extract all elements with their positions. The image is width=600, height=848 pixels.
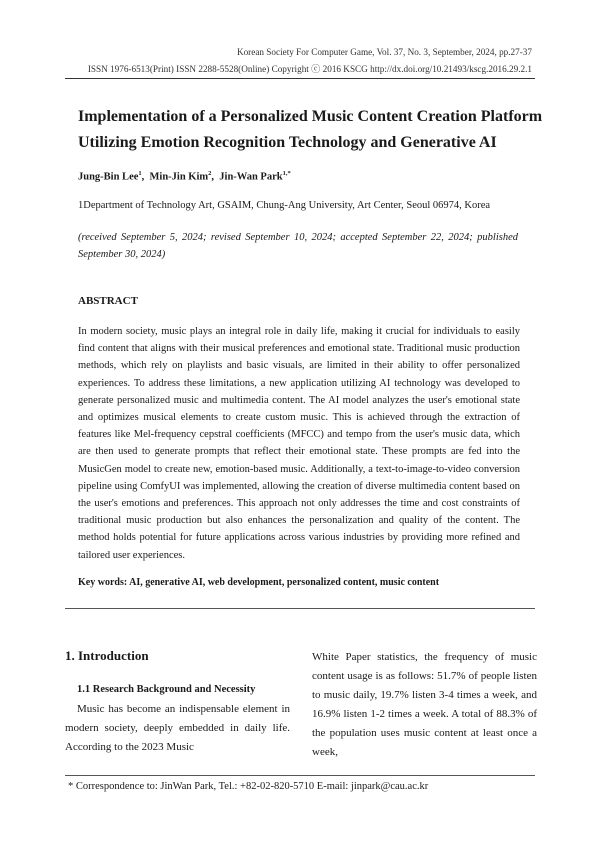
author-affil-mark: 1 bbox=[138, 170, 142, 177]
right-column bbox=[312, 648, 537, 762]
abstract-divider bbox=[65, 608, 535, 609]
header-divider bbox=[65, 78, 535, 79]
author-affil-mark: 1,* bbox=[282, 170, 291, 177]
paper-title: Implementation of a Personalized Music Content Creation Platform Utilizing Emotion Recognition Technology and Generative AI bbox=[78, 108, 543, 151]
author-name: Jin-Wan Park bbox=[219, 171, 283, 183]
journal-citation: Korean Society For Computer Game, Vol. 37, No. 3, September, 2024, pp.27-37 bbox=[236, 47, 532, 57]
section-heading: 1. Introduction bbox=[65, 648, 149, 663]
author-list: Jung-Bin Lee$^1$, Min-Jin Kim$^2$, Jin-Wan Park$^{1,*}$ bbox=[78, 170, 291, 183]
publication-dates: (received September 5, 2024; revised September 10, 2024; accepted September 22, 2024; published September 30, 2024) bbox=[78, 232, 518, 260]
left-column bbox=[65, 648, 290, 757]
footnote-divider bbox=[65, 775, 535, 776]
author-affil-mark: 2 bbox=[208, 170, 212, 177]
body-paragraph: White Paper statistics, the frequency of music content usage is as follows: 51.7% of people listen to music daily, 19.7% listen 3-4 times a week, and 16.9% listen 1-2 times a week. A total of 88.3% of the population uses music content at least once a week, bbox=[312, 651, 537, 758]
correspondence-footnote: * Correspondence to: JinWan Park, Tel.: +82-02-820-5710 E-mail: jinpark@cau.ac.kr bbox=[68, 781, 429, 792]
subsection-heading: 1.1 Research Background and Necessity bbox=[77, 684, 256, 695]
author-name: Jung-Bin Lee bbox=[78, 171, 139, 183]
issn-copyright-line: ISSN 1976-6513(Print) ISSN 2288-5528(Online) Copyright ⓒ 2016 KSCG http://dx.doi.org/10.21493/kscg.2016.29.2.1 bbox=[87, 64, 532, 74]
abstract-heading: ABSTRACT bbox=[78, 295, 138, 307]
body-paragraph: Music has become an indispensable element in modern society, deeply embedded in daily life. According to the 2023 Music bbox=[65, 703, 290, 753]
abstract-body: In modern society, music plays an integral role in daily life, making it crucial for individuals to easily find content that aligns with their musical preferences and emotional state. Traditional music production methods, which rely on playlists and basic visuals, are limited in their ability to offer personalized experiences. To address these limitations, a new application utilizing AI technology was developed to generate personalized music and multimedia content. The AI model analyzes the user's emotional state and optimizes musical elements to create custom music. This is achieved through the extraction of features like Mel-frequency cepstral coefficients (MFCC) and tempo from the user's music data, which are then used to generate prompts that reflect their emotional state. These prompts are fed into the MusicGen model to create new, emotion-based music. Additionally, a text-to-image-to-video conversion pipeline using ComfyUI was implemented, allowing the creation of diverse multimedia content based on the user's emotions and preferences. This approach not only addresses the time and cost constraints of traditional music production but also enhances the personalization and quality of the content. The method holds potential for future applications across various industries by providing more refined and tailored user experiences. bbox=[78, 326, 520, 561]
affiliation: 1Department of Technology Art, GSAIM, Chung-Ang University, Art Center, Seoul 06974, Korea bbox=[78, 200, 491, 211]
author-name: Min-Jin Kim bbox=[149, 171, 209, 183]
keywords: Key words: AI, generative AI, web development, personalized content, music content bbox=[78, 577, 440, 588]
